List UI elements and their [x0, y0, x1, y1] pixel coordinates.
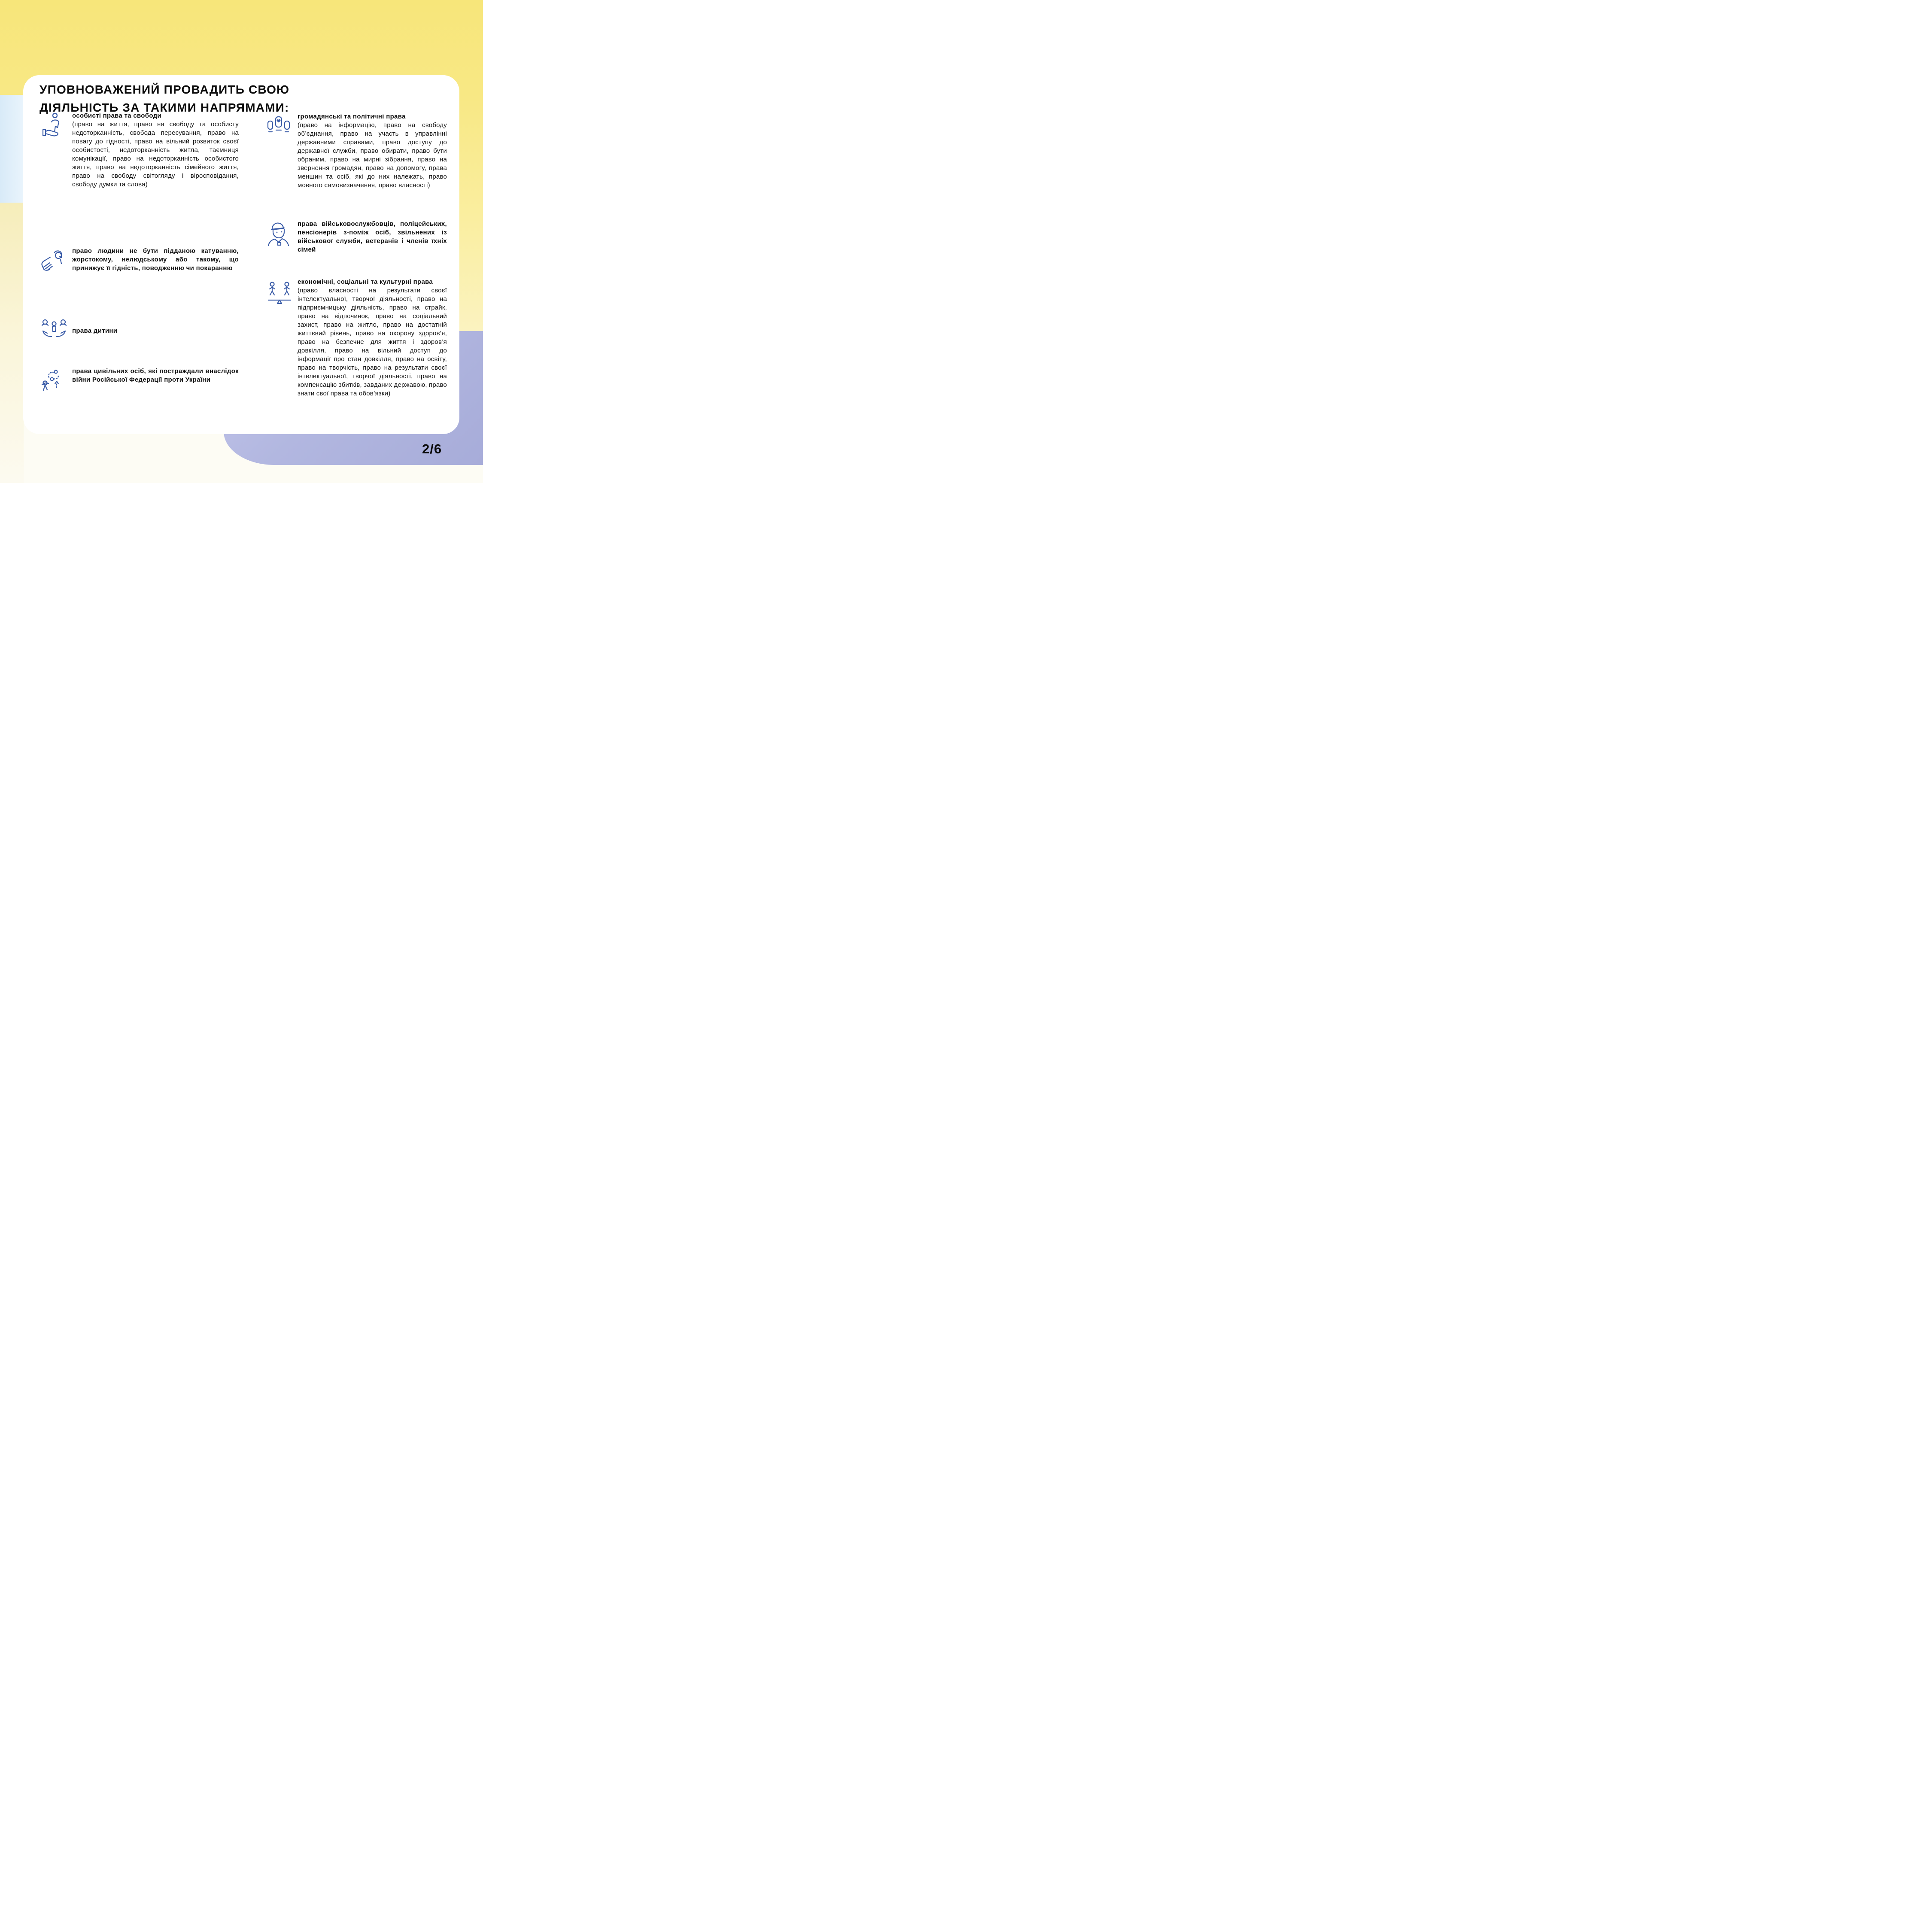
item-body: (право на інформацію, право на свободу об’єднання, право на участь в управлінні державними справами, право доступу до державної служби, право обирати, право бути обраним, право на мирні зібрання, право на звернення громадян, право на допомогу, права меншин та осіб, які до них належать, право мовного самовизначення, право власності): [298, 122, 447, 189]
helping-hand-person-icon: [39, 112, 69, 141]
list-item-personal-rights: [39, 112, 239, 189]
item-body: (право власності на результати своєї інтелектуальної, творчої діяльності, право на підприємницьку діяльність, право на страйк, право на відпочинок, право на соціальний захист, право на житло, право на достатній життєвий рівень, право на охорону здоров’я, право на безпечне для життя і здоров’я довкілля, право на вільний доступ до інформації про стан довкілля, право на освіту, право на творчість, право на результати своєї інтелектуальної, творчої діяльності, право на компенсацію збитків, завданих державою, право знати свої права та обов’язки): [298, 287, 447, 397]
stop-violence-icon: [39, 247, 69, 276]
list-item-economic-social-cultural: [265, 278, 447, 398]
list-item-military-rights: [265, 220, 447, 254]
background-cream-strip: [0, 203, 24, 483]
child-care-icon: [39, 316, 69, 346]
displaced-person-route-icon: [39, 367, 69, 396]
list-item-civilians-war: [39, 367, 239, 396]
infographic-page: [0, 0, 483, 483]
list-item-no-torture: [39, 247, 239, 276]
list-item-civil-political-rights: [265, 112, 447, 190]
soldier-icon: [265, 220, 294, 249]
background-blue-strip: [0, 95, 24, 203]
content-card: [23, 75, 459, 434]
page-indicator: 2/6: [422, 441, 442, 456]
item-title: громадянські та політичні права: [298, 113, 406, 120]
raised-hands-heart-icon: [265, 112, 294, 142]
item-title: право людини не бути підданою катуванню, жорстокому, нелюдському або такому, що принижує її гідність, поводженню чи покаранню: [72, 247, 239, 272]
item-title: особисті права та свободи: [72, 112, 161, 119]
item-title: права цивільних осіб, які постраждали внаслідок війни Російської Федерації проти України: [72, 368, 239, 383]
item-title: економічні, соціальні та культурні права: [298, 278, 433, 286]
page-title: УПОВНОВАЖЕНИЙ ПРОВАДИТЬ СВОЮ ДІЯЛЬНІСТЬ ЗА ТАКИМИ НАПРЯМАМИ:: [39, 83, 290, 114]
list-item-child-rights: [39, 316, 239, 346]
item-title: права військовослужбовців, поліцейських, пенсіонерів з-поміж осіб, звільнених із військової служби, ветеранів і членів їхніх сімей: [298, 220, 447, 253]
item-body: (право на життя, право на свободу та особисту недоторканність, свобода пересування, право на повагу до гідності, право на вільний розвиток своєї особистості, недоторканність житла, таємниця комунікації, право на недоторканність особистого життя, право на недоторканність сімейного життя, право на свободу світогляду і віросповідання, свободу думки та слова): [72, 121, 239, 188]
item-title: права дитини: [72, 327, 118, 334]
people-balance-icon: [265, 278, 294, 307]
